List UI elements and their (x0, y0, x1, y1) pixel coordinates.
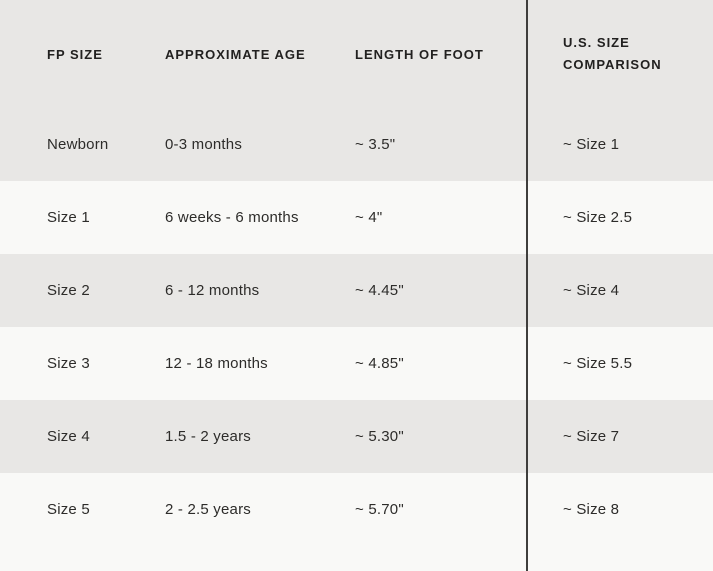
cell-age: 0-3 months (165, 136, 243, 153)
cell-foot-length: ~ 4.85" (355, 355, 404, 372)
cell-age: 6 - 12 months (165, 282, 260, 299)
cell-us-size: ~ Size 4 (563, 282, 620, 299)
cell-foot-length: ~ 4" (355, 209, 383, 226)
cell-fp-size: Newborn (47, 136, 109, 153)
cell-us-size: ~ Size 7 (563, 428, 620, 445)
cell-us-size: ~ Size 2.5 (563, 209, 633, 226)
cell-fp-size: Size 3 (47, 355, 90, 372)
cell-age: 12 - 18 months (165, 355, 268, 372)
table-row (0, 400, 713, 473)
table-row (0, 181, 713, 254)
cell-fp-size: Size 2 (47, 282, 90, 299)
cell-us-size: ~ Size 5.5 (563, 355, 633, 372)
cell-age: 2 - 2.5 years (165, 501, 251, 518)
cell-foot-length: ~ 4.45" (355, 282, 404, 299)
cell-foot-length: ~ 5.70" (355, 501, 404, 518)
table-row (0, 327, 713, 400)
cell-age: 6 weeks - 6 months (165, 209, 299, 226)
column-header-us-size: U.S. SIZE COMPARISON (563, 35, 662, 72)
column-header-fp-size: FP SIZE (47, 46, 103, 62)
cell-fp-size: Size 1 (47, 209, 90, 226)
cell-us-size: ~ Size 1 (563, 136, 620, 153)
cell-foot-length: ~ 3.5" (355, 136, 396, 153)
cell-us-size: ~ Size 8 (563, 501, 620, 518)
cell-age: 1.5 - 2 years (165, 428, 251, 445)
cell-foot-length: ~ 5.30" (355, 428, 404, 445)
column-header-age: APPROXIMATE AGE (165, 46, 306, 62)
header-row (0, 0, 713, 108)
cell-fp-size: Size 5 (47, 501, 90, 518)
column-header-foot-length: LENGTH OF FOOT (355, 46, 484, 62)
column-divider (526, 0, 528, 571)
table-row (0, 108, 713, 181)
table-row (0, 254, 713, 327)
cell-fp-size: Size 4 (47, 428, 90, 445)
table-row (0, 473, 713, 571)
